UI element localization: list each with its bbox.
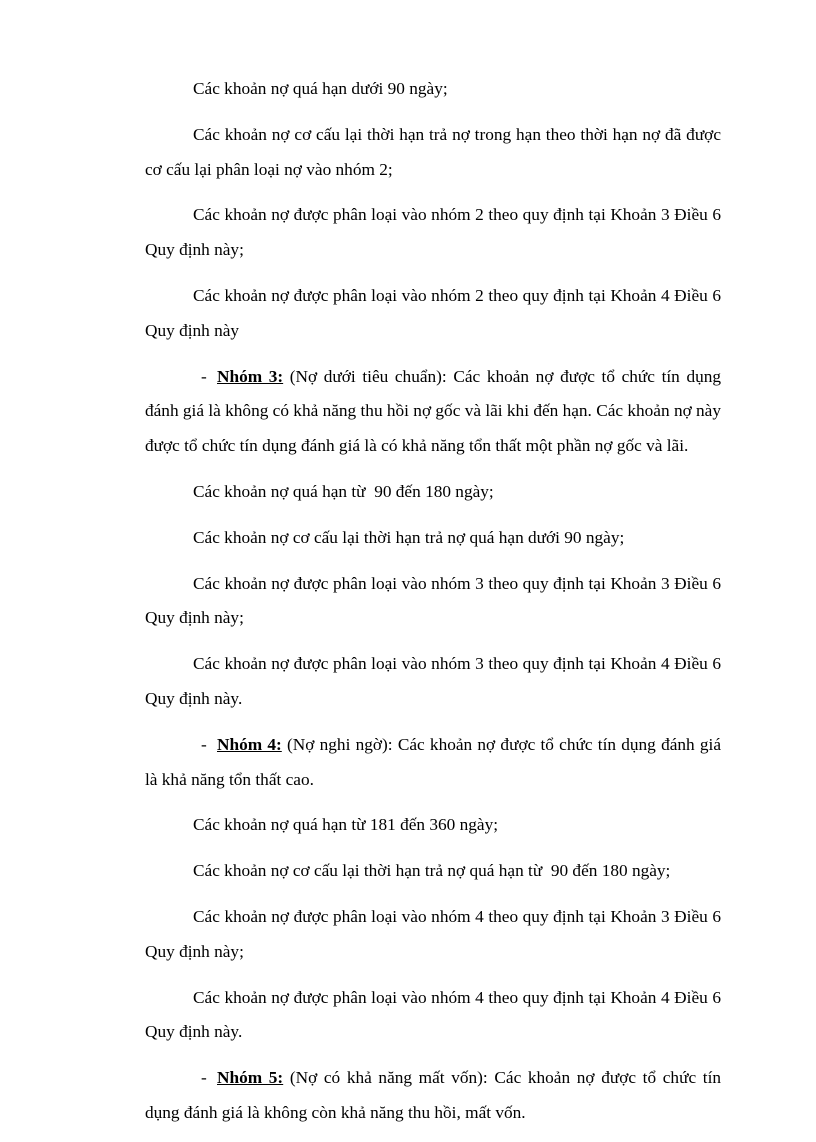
- nhom3-description: (Nợ dưới tiêu chuẩn): Các khoản nợ được tổ chức tín dụng đánh giá là không có khả năng thu hồi nợ gốc và lãi khi đến hạn. Các khoản nợ này được tổ chức tín dụng đánh giá là có khả năng tổn thất một phần nợ gốc và lãi.: [145, 366, 722, 456]
- nhom4-item-2: Các khoản nợ cơ cấu lại thời hạn trả nợ quá hạn từ 90 đến 180 ngày;: [193, 861, 671, 881]
- nhom3-item-2: Các khoản nợ cơ cấu lại thời hạn trả nợ quá hạn dưới 90 ngày;: [193, 527, 625, 547]
- nhom4-item-3: Các khoản nợ được phân loại vào nhóm 4 theo quy định tại Khoản 3 Điều 6 Quy định này;: [145, 906, 721, 961]
- nhom3-item-3: Các khoản nợ được phân loại vào nhóm 3 theo quy định tại Khoản 3 Điều 6 Quy định này;: [145, 573, 721, 628]
- nhom4-dash: -: [201, 734, 207, 754]
- nhom3-item-1: Các khoản nợ quá hạn từ 90 đến 180 ngày;: [193, 481, 494, 501]
- nhom3-label: Nhóm 3:: [217, 366, 284, 386]
- nhom2-item-4: Các khoản nợ được phân loại vào nhóm 2 theo quy định tại Khoản 4 Điều 6 Quy định này: [145, 285, 721, 340]
- document-page: [145, 72, 721, 1142]
- nhom5-label: Nhóm 5:: [217, 1068, 284, 1088]
- nhom4-label: Nhóm 4:: [217, 734, 282, 754]
- nhom4-item-4: Các khoản nợ được phân loại vào nhóm 4 theo quy định tại Khoản 4 Điều 6 Quy định này.: [145, 987, 721, 1042]
- nhom2-item-3: Các khoản nợ được phân loại vào nhóm 2 theo quy định tại Khoản 3 Điều 6 Quy định này;: [145, 205, 721, 260]
- nhom2-item-2: Các khoản nợ cơ cấu lại thời hạn trả nợ trong hạn theo thời hạn nợ đã được cơ cấu lại phân loại nợ vào nhóm 2;: [145, 124, 721, 179]
- nhom3-item-4: Các khoản nợ được phân loại vào nhóm 3 theo quy định tại Khoản 4 Điều 6 Quy định này.: [145, 654, 721, 708]
- nhom5-dash: -: [201, 1068, 207, 1088]
- nhom4-item-1: Các khoản nợ quá hạn từ 181 đến 360 ngày;: [193, 815, 499, 835]
- nhom5-description: (Nợ có khả năng mất vốn): Các khoản nợ được tổ chức tín dụng đánh giá là không còn khả năng thu hồi, mất vốn.: [145, 1068, 722, 1122]
- nhom4-description: (Nợ nghi ngờ): Các khoản nợ được tổ chức tín dụng đánh giá là khả năng tổn thất cao.: [145, 734, 722, 789]
- nhom5-heading-paragraph: [145, 1061, 721, 1131]
- nhom2-item-1: Các khoản nợ quá hạn dưới 90 ngày;: [193, 79, 448, 98]
- nhom3-dash: -: [201, 366, 207, 386]
- nhom4-heading-paragraph: [145, 728, 721, 798]
- nhom3-heading-paragraph: [145, 360, 721, 464]
